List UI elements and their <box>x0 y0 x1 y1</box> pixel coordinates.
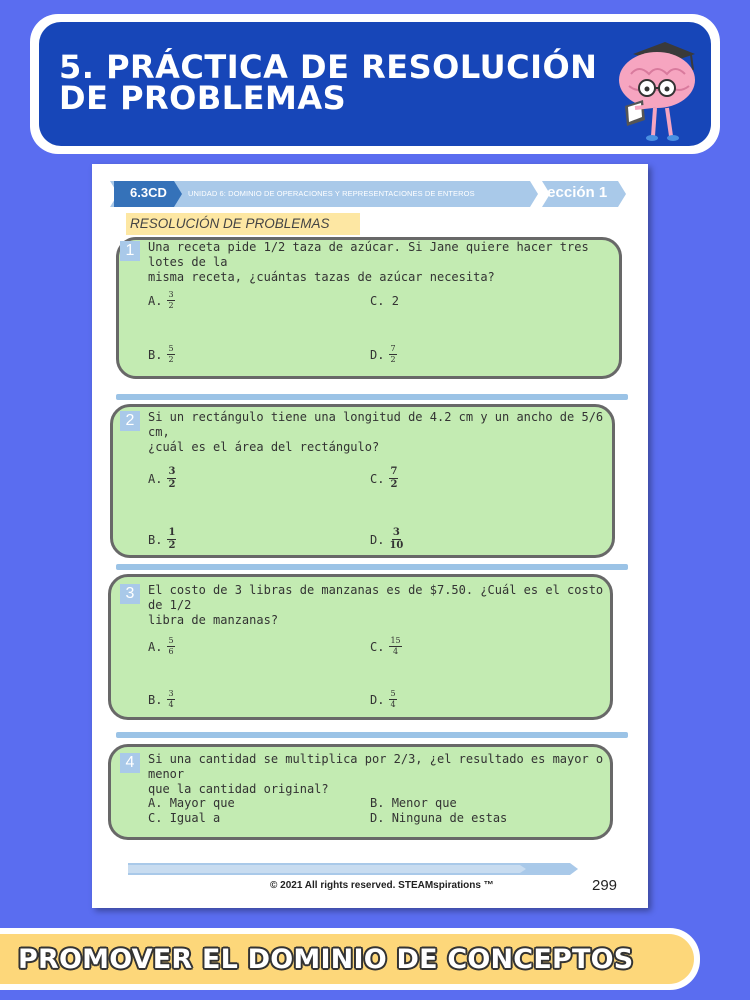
bottom-progress-bar <box>128 863 578 875</box>
question-3-text: El costo de 3 libras de manzanas es de $7.50. ¿Cuál es el costo de 1/2 libra de manzanas? <box>148 583 604 627</box>
question-3-option-a <box>148 637 175 656</box>
option-value: Igual a <box>169 811 221 825</box>
denominator: 2 <box>168 301 174 310</box>
divider <box>116 732 628 738</box>
divider <box>116 394 628 400</box>
header-banner-inner <box>39 22 711 146</box>
option-letter: D. <box>370 692 385 707</box>
brain-reading-book-icon <box>595 28 705 146</box>
numerator: 3 <box>168 689 174 698</box>
option-letter: C. <box>370 639 385 654</box>
numerator: 3 <box>168 290 174 299</box>
option-letter: D. <box>370 811 385 825</box>
denominator: 4 <box>168 700 174 709</box>
denominator: 6 <box>168 647 174 656</box>
question-4-option-c <box>148 811 220 825</box>
question-4-option-b <box>370 796 457 810</box>
page-title <box>59 48 599 117</box>
fraction <box>167 291 174 310</box>
question-3-option-b <box>148 690 175 709</box>
copyright: © 2021 All rights reserved. STEAMspirations ™ <box>270 880 494 891</box>
divider <box>116 564 628 570</box>
option-letter: C. <box>370 471 385 486</box>
denominator: 2 <box>168 355 174 364</box>
question-1-text: Una receta pide 1/2 taza de azúcar. Si Jane quiere hacer tres lotes de la misma receta, ¿cuántas tazas de azúcar necesita? <box>148 240 589 284</box>
question-4-number: 4 <box>120 753 140 773</box>
denominator: 2 <box>390 479 398 490</box>
question-3-option-d <box>370 690 397 709</box>
option-letter: D. <box>370 347 385 362</box>
fraction <box>389 637 401 656</box>
question-1-number: 1 <box>120 241 140 261</box>
question-2-option-a <box>148 467 176 490</box>
fraction <box>389 467 398 490</box>
fraction <box>167 467 176 490</box>
fraction <box>167 528 176 551</box>
header-banner <box>30 14 720 154</box>
page-number: 299 <box>592 877 618 894</box>
option-letter: B. <box>148 532 163 547</box>
numerator: 3 <box>392 527 400 538</box>
numerator: 5 <box>168 636 174 645</box>
footer-banner-inner <box>0 934 694 984</box>
question-2-option-c <box>370 467 398 490</box>
numerator: 15 <box>390 636 401 645</box>
numerator: 1 <box>168 527 176 538</box>
fraction <box>167 637 174 656</box>
breadcrumb <box>110 181 626 207</box>
footer-banner <box>0 928 700 990</box>
breadcrumb-unit: UNIDAD 6: DOMINIO DE OPERACIONES Y REPRESENTACIONES DE ENTEROS <box>188 189 475 198</box>
question-3-option-c <box>370 637 402 656</box>
denominator: 2 <box>168 479 176 490</box>
option-value: Mayor que <box>169 796 235 810</box>
denominator: 4 <box>393 647 399 656</box>
question-4-text: Si una cantidad se multiplica por 2/3, ¿el resultado es mayor o menor que la cantidad original? <box>148 752 604 796</box>
numerator: 5 <box>390 689 396 698</box>
breadcrumb-lesson: Lección 1 <box>538 184 608 201</box>
denominator: 10 <box>389 540 404 551</box>
option-letter: B. <box>148 347 163 362</box>
question-1-option-c <box>370 294 399 308</box>
fraction <box>389 690 396 709</box>
option-letter: A. <box>148 471 163 486</box>
numerator: 3 <box>168 466 176 477</box>
question-2-option-b <box>148 528 176 551</box>
question-2-option-d <box>370 528 403 551</box>
denominator: 4 <box>390 700 396 709</box>
option-letter: A. <box>148 796 163 810</box>
fraction <box>389 345 396 364</box>
fraction <box>167 690 174 709</box>
option-letter: A. <box>148 639 163 654</box>
question-1-option-b <box>148 345 175 364</box>
footer-tagline: PROMOVER EL DOMINIO DE CONCEPTOS <box>18 944 634 975</box>
numerator: 7 <box>390 344 396 353</box>
fraction <box>167 345 174 364</box>
question-1-option-a <box>148 291 175 310</box>
option-letter: A. <box>148 293 163 308</box>
question-4-option-a <box>148 796 235 810</box>
question-3-number: 3 <box>120 584 140 604</box>
worksheet-page <box>92 164 648 908</box>
option-letter: B. <box>370 796 385 810</box>
question-2-text: Si un rectángulo tiene una longitud de 4.2 cm y un ancho de 5/6 cm, ¿cuál es el área del rectángulo? <box>148 410 604 454</box>
page-title-line1: 5. PRÁCTICA DE RESOLUCIÓN <box>59 48 598 86</box>
section-title: RESOLUCIÓN DE PROBLEMAS <box>126 213 360 235</box>
denominator: 2 <box>390 355 396 364</box>
option-value: 2 <box>391 294 399 308</box>
option-letter: C. <box>370 294 385 308</box>
option-value: Menor que <box>391 796 457 810</box>
numerator: 5 <box>168 344 174 353</box>
option-letter: D. <box>370 532 385 547</box>
option-value: Ninguna de estas <box>391 811 508 825</box>
fraction <box>389 528 403 551</box>
breadcrumb-code: 6.3CD <box>130 185 167 200</box>
page-title-line2: DE PROBLEMAS <box>59 79 347 117</box>
question-1-option-d <box>370 345 397 364</box>
question-4-option-d <box>370 811 507 825</box>
option-letter: B. <box>148 692 163 707</box>
denominator: 2 <box>168 540 176 551</box>
question-2-number: 2 <box>120 411 140 431</box>
option-letter: C. <box>148 811 163 825</box>
numerator: 7 <box>390 466 398 477</box>
